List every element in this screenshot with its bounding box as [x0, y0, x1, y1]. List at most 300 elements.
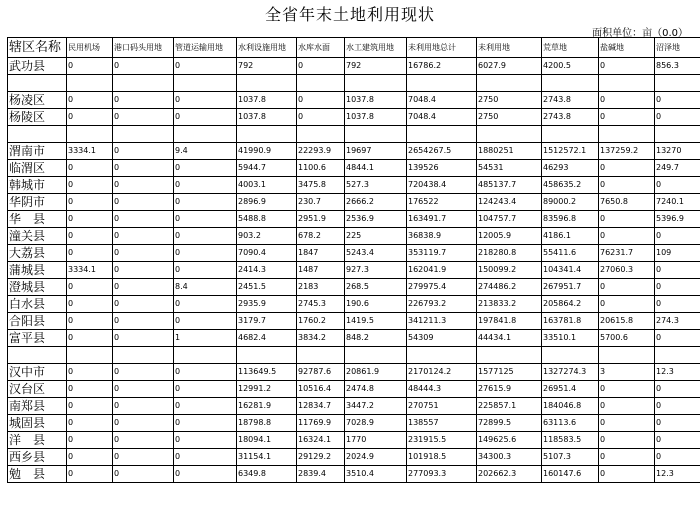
value-cell: 0 — [599, 466, 655, 483]
value-cell: 11769.9 — [297, 415, 345, 432]
value-cell: 1037.8 — [237, 92, 297, 109]
value-cell: 118583.5 — [542, 432, 599, 449]
value-cell: 274486.2 — [477, 279, 542, 296]
table-row — [8, 58, 700, 75]
value-cell: 0 — [67, 194, 113, 211]
value-cell: 0 — [599, 109, 655, 126]
value-cell: 0 — [113, 432, 174, 449]
region-name-cell: 富平县 — [8, 330, 67, 347]
value-cell — [113, 126, 174, 143]
value-cell: 12.3 — [655, 364, 700, 381]
region-name-cell: 勉 县 — [8, 466, 67, 483]
column-header: 港口码头用地 — [113, 38, 174, 58]
value-cell: 0 — [599, 177, 655, 194]
value-cell — [174, 347, 237, 364]
value-cell: 18094.1 — [237, 432, 297, 449]
value-cell: 720438.4 — [407, 177, 477, 194]
column-header: 未利用地 — [477, 38, 542, 58]
value-cell: 1 — [174, 330, 237, 347]
value-cell: 139526 — [407, 160, 477, 177]
value-cell — [599, 75, 655, 92]
region-name-cell: 城固县 — [8, 415, 67, 432]
value-cell: 0 — [174, 296, 237, 313]
value-cell: 0 — [113, 296, 174, 313]
value-cell: 226793.2 — [407, 296, 477, 313]
value-cell: 149625.6 — [477, 432, 542, 449]
value-cell: 0 — [655, 228, 700, 245]
value-cell — [599, 347, 655, 364]
unit-note: 面积单位：亩（0.0） — [592, 28, 688, 39]
value-cell: 137259.2 — [599, 143, 655, 160]
value-cell: 0 — [113, 313, 174, 330]
value-cell: 16281.9 — [237, 398, 297, 415]
value-cell — [477, 75, 542, 92]
value-cell: 3179.7 — [237, 313, 297, 330]
column-header: 水库水面 — [297, 38, 345, 58]
value-cell: 0 — [67, 279, 113, 296]
column-header: 盐碱地 — [599, 38, 655, 58]
value-cell: 0 — [174, 228, 237, 245]
value-cell: 0 — [174, 58, 237, 75]
value-cell: 83596.8 — [542, 211, 599, 228]
value-cell: 2474.8 — [345, 381, 407, 398]
table-row — [8, 381, 700, 398]
value-cell: 353119.7 — [407, 245, 477, 262]
value-cell: 3 — [599, 364, 655, 381]
value-cell: 2935.9 — [237, 296, 297, 313]
column-header: 沼泽地 — [655, 38, 700, 58]
value-cell: 46293 — [542, 160, 599, 177]
region-name-cell: 杨凌区 — [8, 92, 67, 109]
value-cell — [174, 75, 237, 92]
value-cell: 5488.8 — [237, 211, 297, 228]
value-cell: 1100.6 — [297, 160, 345, 177]
value-cell: 0 — [113, 58, 174, 75]
value-cell: 0 — [67, 415, 113, 432]
value-cell: 0 — [655, 262, 700, 279]
value-cell: 0 — [113, 228, 174, 245]
table-row — [8, 330, 700, 347]
value-cell: 22293.9 — [297, 143, 345, 160]
table-row — [8, 313, 700, 330]
value-cell — [297, 347, 345, 364]
value-cell: 0 — [113, 330, 174, 347]
spacer-row — [8, 126, 700, 143]
value-cell: 0 — [297, 92, 345, 109]
value-cell: 104341.4 — [542, 262, 599, 279]
value-cell: 0 — [655, 296, 700, 313]
value-cell: 0 — [599, 228, 655, 245]
value-cell: 2183 — [297, 279, 345, 296]
value-cell — [477, 126, 542, 143]
value-cell: 0 — [599, 58, 655, 75]
region-name-cell: 渭南市 — [8, 143, 67, 160]
value-cell: 190.6 — [345, 296, 407, 313]
value-cell: 0 — [174, 92, 237, 109]
value-cell: 0 — [67, 177, 113, 194]
value-cell: 19697 — [345, 143, 407, 160]
value-cell: 927.3 — [345, 262, 407, 279]
table-row — [8, 160, 700, 177]
value-cell: 163491.7 — [407, 211, 477, 228]
value-cell — [113, 347, 174, 364]
value-cell: 36838.9 — [407, 228, 477, 245]
value-cell — [655, 126, 700, 143]
value-cell: 7650.8 — [599, 194, 655, 211]
value-cell: 0 — [599, 449, 655, 466]
value-cell: 0 — [67, 313, 113, 330]
value-cell: 89000.2 — [542, 194, 599, 211]
value-cell: 2536.9 — [345, 211, 407, 228]
region-name-cell: 韩城市 — [8, 177, 67, 194]
value-cell: 0 — [113, 109, 174, 126]
value-cell: 7090.4 — [237, 245, 297, 262]
value-cell: 101918.5 — [407, 449, 477, 466]
value-cell: 5107.3 — [542, 449, 599, 466]
value-cell: 92787.6 — [297, 364, 345, 381]
value-cell: 0 — [174, 211, 237, 228]
column-header: 民用机场 — [67, 38, 113, 58]
value-cell: 8.4 — [174, 279, 237, 296]
value-cell: 2750 — [477, 92, 542, 109]
region-name-cell: 华 县 — [8, 211, 67, 228]
value-cell: 0 — [655, 330, 700, 347]
value-cell: 0 — [174, 432, 237, 449]
value-cell: 6349.8 — [237, 466, 297, 483]
value-cell: 0 — [174, 245, 237, 262]
value-cell: 5700.6 — [599, 330, 655, 347]
value-cell: 1487 — [297, 262, 345, 279]
table-row — [8, 296, 700, 313]
table-row — [8, 364, 700, 381]
value-cell: 0 — [67, 398, 113, 415]
value-cell: 856.3 — [655, 58, 700, 75]
value-cell: 0 — [113, 92, 174, 109]
region-name-cell: 临渭区 — [8, 160, 67, 177]
value-cell: 0 — [655, 381, 700, 398]
value-cell: 485137.7 — [477, 177, 542, 194]
value-cell: 0 — [599, 92, 655, 109]
value-cell: 202662.3 — [477, 466, 542, 483]
value-cell: 0 — [297, 58, 345, 75]
table-row — [8, 415, 700, 432]
region-name-cell — [8, 75, 67, 92]
value-cell: 5944.7 — [237, 160, 297, 177]
value-cell: 0 — [655, 449, 700, 466]
value-cell: 41990.9 — [237, 143, 297, 160]
value-cell: 5396.9 — [655, 211, 700, 228]
region-name-cell: 华阴市 — [8, 194, 67, 211]
table-row — [8, 92, 700, 109]
region-name-cell — [8, 347, 67, 364]
value-cell: 225 — [345, 228, 407, 245]
value-cell — [407, 126, 477, 143]
value-cell: 0 — [174, 194, 237, 211]
value-cell: 270751 — [407, 398, 477, 415]
table-row — [8, 194, 700, 211]
region-name-cell: 南郑县 — [8, 398, 67, 415]
value-cell: 678.2 — [297, 228, 345, 245]
value-cell: 4003.1 — [237, 177, 297, 194]
value-cell: 0 — [174, 415, 237, 432]
value-cell: 0 — [174, 364, 237, 381]
header-row — [8, 38, 700, 58]
value-cell: 2451.5 — [237, 279, 297, 296]
value-cell: 0 — [174, 262, 237, 279]
value-cell — [345, 347, 407, 364]
value-cell: 0 — [599, 381, 655, 398]
value-cell: 16786.2 — [407, 58, 477, 75]
value-cell: 7048.4 — [407, 92, 477, 109]
value-cell: 176522 — [407, 194, 477, 211]
value-cell: 55411.6 — [542, 245, 599, 262]
value-cell: 48444.3 — [407, 381, 477, 398]
value-cell — [407, 75, 477, 92]
value-cell: 27060.3 — [599, 262, 655, 279]
value-cell: 0 — [655, 398, 700, 415]
table-row — [8, 177, 700, 194]
value-cell: 3475.8 — [297, 177, 345, 194]
value-cell: 2750 — [477, 109, 542, 126]
value-cell: 1512572.1 — [542, 143, 599, 160]
value-cell: 0 — [113, 364, 174, 381]
value-cell: 792 — [345, 58, 407, 75]
page-title: 全省年末土地利用现状 — [264, 5, 435, 24]
value-cell: 2951.9 — [297, 211, 345, 228]
value-cell: 230.7 — [297, 194, 345, 211]
value-cell: 0 — [67, 449, 113, 466]
value-cell: 225857.1 — [477, 398, 542, 415]
value-cell: 138557 — [407, 415, 477, 432]
value-cell: 1327274.3 — [542, 364, 599, 381]
value-cell — [345, 75, 407, 92]
value-cell — [542, 75, 599, 92]
table-row — [8, 262, 700, 279]
value-cell: 0 — [174, 313, 237, 330]
value-cell: 12991.2 — [237, 381, 297, 398]
value-cell — [599, 126, 655, 143]
value-cell: 1577125 — [477, 364, 542, 381]
spacer-row — [8, 75, 700, 92]
column-header: 辖区名称 — [8, 38, 67, 58]
value-cell: 2024.9 — [345, 449, 407, 466]
value-cell: 0 — [174, 177, 237, 194]
value-cell: 2839.4 — [297, 466, 345, 483]
value-cell: 0 — [67, 296, 113, 313]
region-name-cell: 潼关县 — [8, 228, 67, 245]
value-cell: 0 — [174, 381, 237, 398]
value-cell: 903.2 — [237, 228, 297, 245]
region-name-cell: 洋 县 — [8, 432, 67, 449]
value-cell: 213833.2 — [477, 296, 542, 313]
value-cell: 0 — [113, 449, 174, 466]
value-cell: 0 — [67, 228, 113, 245]
value-cell: 2743.8 — [542, 109, 599, 126]
value-cell: 4200.5 — [542, 58, 599, 75]
value-cell: 4186.1 — [542, 228, 599, 245]
value-cell — [655, 347, 700, 364]
value-cell: 0 — [599, 415, 655, 432]
value-cell: 76231.7 — [599, 245, 655, 262]
value-cell: 0 — [113, 262, 174, 279]
table-row — [8, 466, 700, 483]
land-use-table — [7, 37, 700, 483]
value-cell: 279975.4 — [407, 279, 477, 296]
value-cell: 54309 — [407, 330, 477, 347]
value-cell: 0 — [113, 381, 174, 398]
value-cell: 0 — [67, 245, 113, 262]
value-cell: 341211.3 — [407, 313, 477, 330]
value-cell — [113, 75, 174, 92]
value-cell: 150099.2 — [477, 262, 542, 279]
value-cell: 12834.7 — [297, 398, 345, 415]
value-cell — [237, 347, 297, 364]
value-cell: 12.3 — [655, 466, 700, 483]
region-name-cell: 大荔县 — [8, 245, 67, 262]
value-cell: 197841.8 — [477, 313, 542, 330]
value-cell: 0 — [655, 177, 700, 194]
region-name-cell: 杨陵区 — [8, 109, 67, 126]
region-name-cell: 白水县 — [8, 296, 67, 313]
value-cell: 0 — [67, 432, 113, 449]
value-cell — [297, 126, 345, 143]
value-cell: 0 — [174, 109, 237, 126]
value-cell: 2654267.5 — [407, 143, 477, 160]
value-cell: 0 — [599, 296, 655, 313]
value-cell — [67, 126, 113, 143]
value-cell — [237, 126, 297, 143]
value-cell — [67, 75, 113, 92]
table-body — [8, 58, 700, 483]
value-cell: 0 — [113, 398, 174, 415]
value-cell — [67, 347, 113, 364]
value-cell: 54531 — [477, 160, 542, 177]
value-cell: 0 — [67, 211, 113, 228]
value-cell: 0 — [174, 466, 237, 483]
value-cell: 2414.3 — [237, 262, 297, 279]
value-cell: 218280.8 — [477, 245, 542, 262]
column-header: 水利设施用地 — [237, 38, 297, 58]
value-cell — [655, 75, 700, 92]
value-cell: 0 — [67, 160, 113, 177]
value-cell: 267951.7 — [542, 279, 599, 296]
value-cell: 113649.5 — [237, 364, 297, 381]
value-cell: 527.3 — [345, 177, 407, 194]
value-cell: 0 — [67, 109, 113, 126]
value-cell: 0 — [113, 177, 174, 194]
value-cell: 0 — [655, 432, 700, 449]
value-cell: 33510.1 — [542, 330, 599, 347]
value-cell: 1847 — [297, 245, 345, 262]
value-cell: 104757.7 — [477, 211, 542, 228]
value-cell — [174, 126, 237, 143]
column-header: 未利用地总计 — [407, 38, 477, 58]
value-cell: 20861.9 — [345, 364, 407, 381]
value-cell: 7240.1 — [655, 194, 700, 211]
value-cell: 3334.1 — [67, 143, 113, 160]
value-cell: 20615.8 — [599, 313, 655, 330]
region-name-cell: 澄城县 — [8, 279, 67, 296]
table-row — [8, 449, 700, 466]
value-cell: 1037.8 — [345, 92, 407, 109]
table-row — [8, 398, 700, 415]
value-cell: 0 — [67, 381, 113, 398]
value-cell: 27615.9 — [477, 381, 542, 398]
value-cell: 0 — [599, 211, 655, 228]
value-cell: 1760.2 — [297, 313, 345, 330]
value-cell: 458635.2 — [542, 177, 599, 194]
value-cell: 249.7 — [655, 160, 700, 177]
table-row — [8, 432, 700, 449]
value-cell: 0 — [113, 466, 174, 483]
value-cell: 1770 — [345, 432, 407, 449]
value-cell: 124243.4 — [477, 194, 542, 211]
value-cell: 0 — [599, 432, 655, 449]
value-cell: 13270 — [655, 143, 700, 160]
value-cell: 2743.8 — [542, 92, 599, 109]
value-cell: 7028.9 — [345, 415, 407, 432]
value-cell: 231915.5 — [407, 432, 477, 449]
region-name-cell: 蒲城县 — [8, 262, 67, 279]
value-cell — [542, 126, 599, 143]
value-cell: 0 — [599, 160, 655, 177]
value-cell: 0 — [599, 279, 655, 296]
value-cell: 0 — [67, 466, 113, 483]
value-cell: 12005.9 — [477, 228, 542, 245]
value-cell: 0 — [113, 211, 174, 228]
value-cell: 277093.3 — [407, 466, 477, 483]
value-cell: 63113.6 — [542, 415, 599, 432]
value-cell: 0 — [113, 143, 174, 160]
value-cell: 0 — [655, 279, 700, 296]
table-row — [8, 211, 700, 228]
value-cell: 160147.6 — [542, 466, 599, 483]
value-cell: 0 — [599, 398, 655, 415]
table-row — [8, 109, 700, 126]
value-cell: 0 — [174, 160, 237, 177]
value-cell: 2170124.2 — [407, 364, 477, 381]
value-cell — [237, 75, 297, 92]
region-name-cell: 武功县 — [8, 58, 67, 75]
value-cell: 0 — [113, 194, 174, 211]
value-cell: 0 — [655, 415, 700, 432]
value-cell: 848.2 — [345, 330, 407, 347]
value-cell: 162041.9 — [407, 262, 477, 279]
value-cell — [542, 347, 599, 364]
value-cell: 72899.5 — [477, 415, 542, 432]
value-cell: 9.4 — [174, 143, 237, 160]
value-cell: 792 — [237, 58, 297, 75]
value-cell: 0 — [297, 109, 345, 126]
value-cell — [477, 347, 542, 364]
value-cell: 10516.4 — [297, 381, 345, 398]
value-cell: 29129.2 — [297, 449, 345, 466]
value-cell: 268.5 — [345, 279, 407, 296]
value-cell: 5243.4 — [345, 245, 407, 262]
value-cell: 0 — [67, 92, 113, 109]
value-cell: 0 — [67, 364, 113, 381]
value-cell: 2666.2 — [345, 194, 407, 211]
region-name-cell: 汉台区 — [8, 381, 67, 398]
value-cell: 0 — [655, 92, 700, 109]
column-header: 管道运输用地 — [174, 38, 237, 58]
value-cell: 1037.8 — [345, 109, 407, 126]
value-cell: 184046.8 — [542, 398, 599, 415]
table-row — [8, 245, 700, 262]
value-cell: 1037.8 — [237, 109, 297, 126]
value-cell: 0 — [67, 58, 113, 75]
region-name-cell: 西乡县 — [8, 449, 67, 466]
